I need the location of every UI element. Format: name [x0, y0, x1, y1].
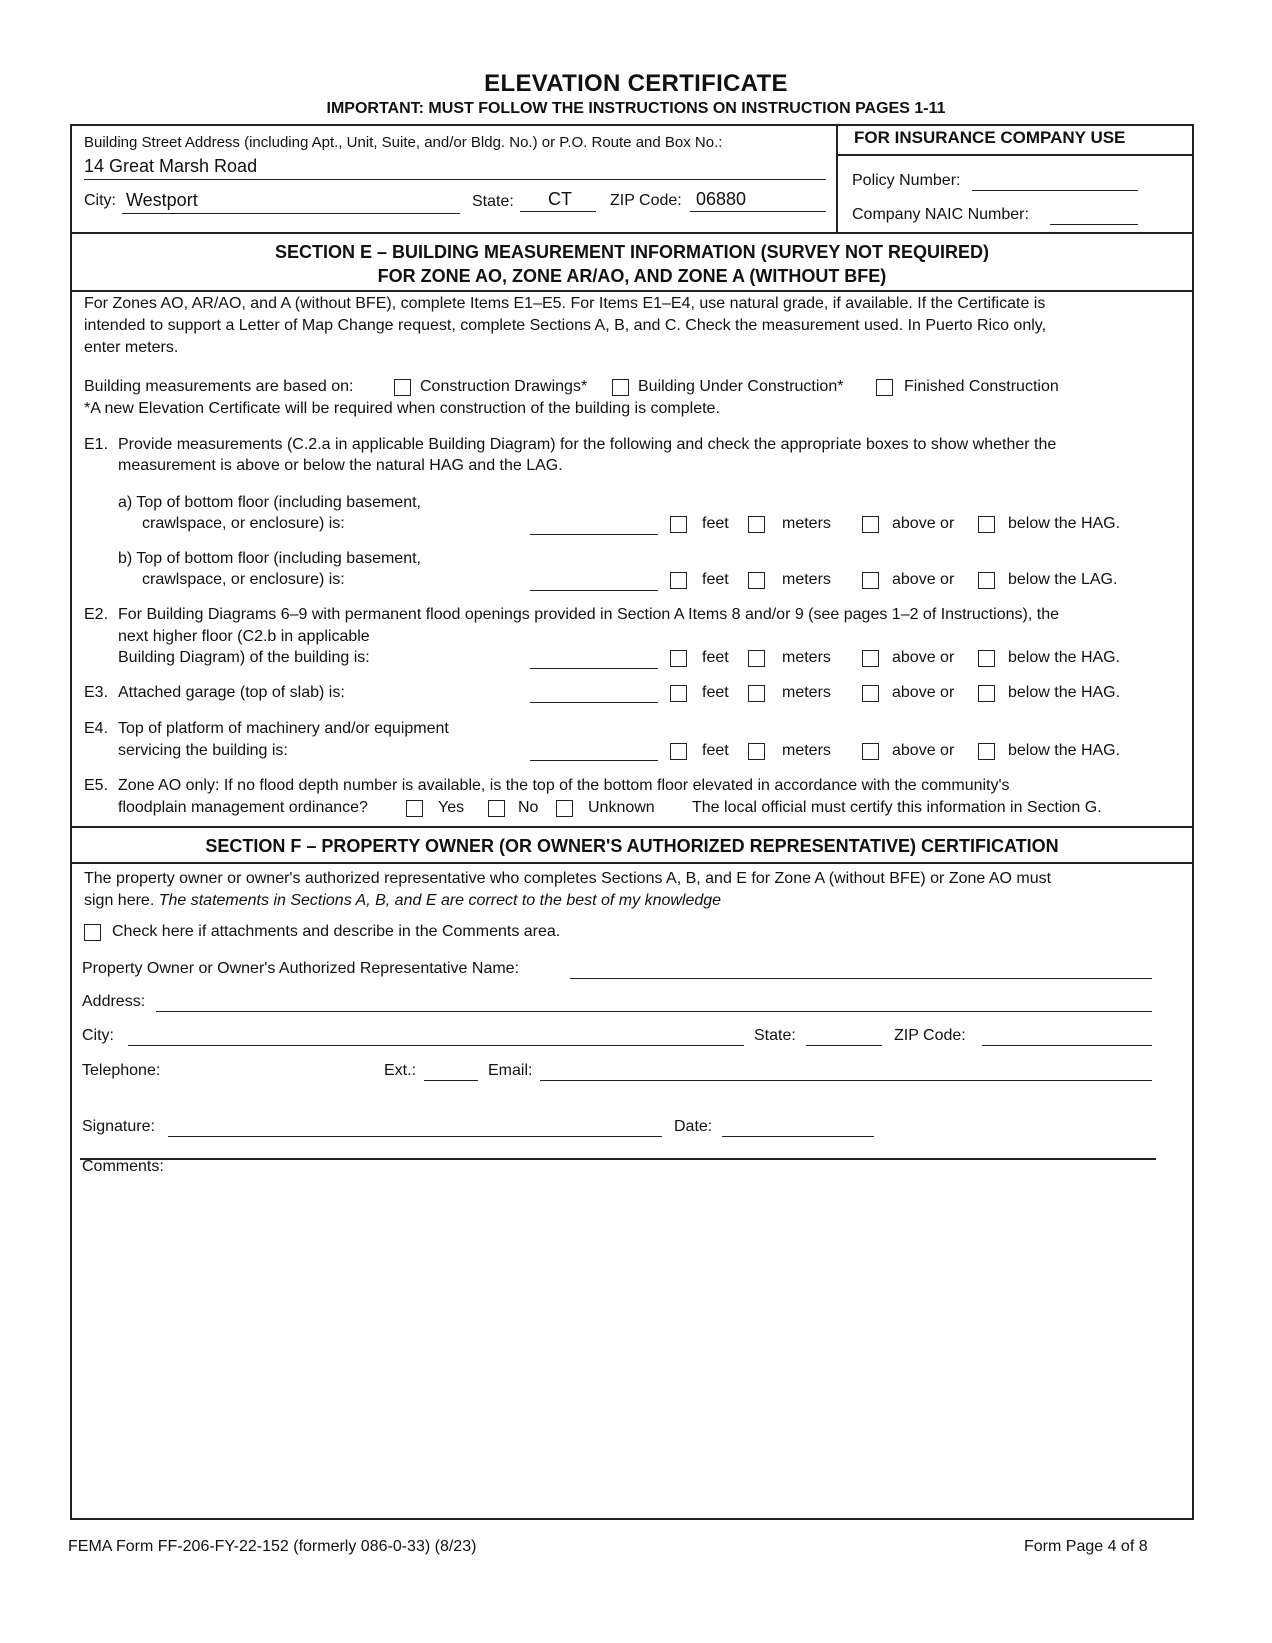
city-line: [122, 213, 460, 214]
e2-number: E2.: [84, 606, 109, 623]
date-label: Date:: [674, 1118, 713, 1135]
zip-label: ZIP Code:: [610, 192, 682, 209]
page-number: Form Page 4 of 8: [1024, 1538, 1148, 1555]
ext-field[interactable]: [424, 1080, 478, 1081]
owner-address-label: Address:: [82, 993, 146, 1010]
e4-meters-checkbox[interactable]: [748, 743, 765, 760]
policy-number-label: Policy Number:: [852, 172, 961, 189]
e1a-measurement-field[interactable]: [530, 534, 658, 535]
e5-note: The local official must certify this information in Section G.: [692, 799, 1102, 816]
building-under-construction-checkbox[interactable]: [612, 379, 629, 396]
finished-construction-checkbox[interactable]: [876, 379, 893, 396]
insurance-divider: [836, 124, 838, 232]
e5-yes-label: Yes: [438, 799, 465, 816]
comments-area[interactable]: [80, 1180, 1180, 1510]
owner-address-field[interactable]: [156, 1011, 1152, 1012]
e4-text-line2: servicing the building is:: [118, 742, 288, 759]
page-title: ELEVATION CERTIFICATE: [484, 70, 788, 97]
date-field[interactable]: [722, 1136, 874, 1137]
insurance-title: FOR INSURANCE COMPANY USE: [854, 128, 1126, 147]
rule: [70, 862, 1194, 864]
e3-text: Attached garage (top of slab) is:: [118, 684, 345, 701]
e1b-text-line1: b) Top of bottom floor (including basement,: [118, 550, 421, 567]
policy-number-field[interactable]: [972, 190, 1138, 191]
section-e-intro-line: enter meters.: [84, 339, 179, 356]
e5-no-checkbox[interactable]: [488, 800, 505, 817]
section-e-title-line1: SECTION E – BUILDING MEASUREMENT INFORMATION (SURVEY NOT REQUIRED): [274, 242, 990, 262]
e2-feet-label: feet: [702, 649, 729, 666]
e5-unknown-checkbox[interactable]: [556, 800, 573, 817]
e1b-above-checkbox[interactable]: [862, 572, 879, 589]
basis-label: Building measurements are based on:: [84, 378, 354, 395]
e3-meters-checkbox[interactable]: [748, 685, 765, 702]
e1a-text-line1: a) Top of bottom floor (including basement,: [118, 494, 421, 511]
rule: [70, 826, 1194, 828]
e4-number: E4.: [84, 720, 109, 737]
e4-below-checkbox[interactable]: [978, 743, 995, 760]
construction-drawings-label: Construction Drawings*: [420, 378, 588, 395]
e1a-meters-label: meters: [782, 515, 831, 532]
e4-above-label: above or: [892, 742, 955, 759]
e5-text-line1: Zone AO only: If no flood depth number is available, is the top of the bottom floor elevated in accordance with the community's: [118, 777, 1010, 794]
street-address-line: [84, 179, 826, 180]
e3-below-label: below the HAG.: [1008, 684, 1121, 701]
insurance-title-rule: [836, 154, 1194, 156]
zip-line: [690, 211, 826, 212]
section-e-intro-line: intended to support a Letter of Map Change request, complete Sections A, B, and C. Check the measurement used. In Puerto Rico only,: [84, 317, 1047, 334]
e1b-above-label: above or: [892, 571, 955, 588]
e1a-above-checkbox[interactable]: [862, 516, 879, 533]
e1a-above-label: above or: [892, 515, 955, 532]
certification-statement: The statements in Sections A, B, and E are correct to the best of my knowledge: [158, 892, 722, 909]
owner-state-label: State:: [754, 1027, 796, 1044]
construction-drawings-checkbox[interactable]: [394, 379, 411, 396]
section-f-intro-line: The property owner or owner's authorized representative who completes Sections A, B, and E for Zone A (without BFE) or Zone AO must: [84, 870, 1052, 887]
rule: [70, 290, 1194, 292]
zip-value[interactable]: 06880: [696, 189, 747, 209]
e1b-meters-checkbox[interactable]: [748, 572, 765, 589]
e3-measurement-field[interactable]: [530, 702, 658, 703]
e5-text-line2: floodplain management ordinance?: [118, 799, 368, 816]
owner-city-field[interactable]: [128, 1045, 744, 1046]
e4-measurement-field[interactable]: [530, 760, 658, 761]
street-address-label: Building Street Address (including Apt., Unit, Suite, and/or Bldg. No.) or P.O. Route and Box No.:: [84, 134, 723, 151]
ext-label: Ext.:: [384, 1062, 417, 1079]
e2-text-line3: Building Diagram) of the building is:: [118, 649, 370, 666]
form-identifier: FEMA Form FF-206-FY-22-152 (formerly 086-0-33) (8/23): [68, 1538, 477, 1555]
sign-here-text: sign here.: [84, 892, 155, 909]
state-line: [520, 211, 596, 212]
e1-text-line1: Provide measurements (C.2.a in applicable Building Diagram) for the following and check the appropriate boxes to show whether the: [118, 436, 1057, 453]
comments-label: Comments:: [82, 1158, 164, 1175]
section-e-intro-line: For Zones AO, AR/AO, and A (without BFE), complete Items E1–E5. For Items E1–E4, use natural grade, if available. If the Certificate is: [84, 295, 1046, 312]
e1-number: E1.: [84, 436, 109, 453]
e2-meters-label: meters: [782, 649, 831, 666]
e1b-feet-label: feet: [702, 571, 729, 588]
basis-note: *A new Elevation Certificate will be required when construction of the building is complete.: [84, 400, 720, 417]
e1b-feet-checkbox[interactable]: [670, 572, 687, 589]
e4-above-checkbox[interactable]: [862, 743, 879, 760]
e5-unknown-label: Unknown: [588, 799, 655, 816]
state-label: State:: [472, 193, 514, 210]
building-under-construction-label: Building Under Construction*: [638, 378, 844, 395]
e1b-below-label: below the LAG.: [1008, 571, 1118, 588]
owner-state-field[interactable]: [806, 1045, 882, 1046]
e1a-feet-label: feet: [702, 515, 729, 532]
e2-above-label: above or: [892, 649, 955, 666]
e3-below-checkbox[interactable]: [978, 685, 995, 702]
e4-feet-label: feet: [702, 742, 729, 759]
e1-text-line2: measurement is above or below the natural HAG and the LAG.: [118, 457, 563, 474]
rule: [70, 232, 1194, 234]
e3-feet-label: feet: [702, 684, 729, 701]
e1a-text-line2: crawlspace, or enclosure) is:: [142, 515, 345, 532]
section-f-intro-line2: [84, 890, 1051, 912]
e3-meters-label: meters: [782, 684, 831, 701]
e2-meters-checkbox[interactable]: [748, 650, 765, 667]
street-address-value[interactable]: 14 Great Marsh Road: [84, 156, 258, 176]
state-value[interactable]: CT: [548, 189, 572, 209]
e2-measurement-field[interactable]: [530, 668, 658, 669]
e5-no-label: No: [518, 799, 539, 816]
e2-above-checkbox[interactable]: [862, 650, 879, 667]
e1a-feet-checkbox[interactable]: [670, 516, 687, 533]
e5-number: E5.: [84, 777, 109, 794]
e1b-measurement-field[interactable]: [530, 590, 658, 591]
owner-zip-label: ZIP Code:: [894, 1027, 966, 1044]
e1b-text-line2: crawlspace, or enclosure) is:: [142, 571, 345, 588]
city-value[interactable]: Westport: [126, 190, 198, 210]
e2-below-label: below the HAG.: [1008, 649, 1121, 666]
e1b-meters-label: meters: [782, 571, 831, 588]
e4-meters-label: meters: [782, 742, 831, 759]
instructions-notice: IMPORTANT: MUST FOLLOW THE INSTRUCTIONS ON INSTRUCTION PAGES 1-11: [326, 100, 946, 117]
e2-below-checkbox[interactable]: [978, 650, 995, 667]
city-label: City:: [84, 192, 116, 209]
owner-name-label: Property Owner or Owner's Authorized Representative Name:: [82, 960, 520, 977]
section-f-title: SECTION F – PROPERTY OWNER (OR OWNER'S AUTHORIZED REPRESENTATIVE) CERTIFICATION: [205, 836, 1059, 856]
section-e-title-line2: FOR ZONE AO, ZONE AR/AO, AND ZONE A (WITHOUT BFE): [377, 266, 887, 286]
e3-number: E3.: [84, 684, 109, 701]
attachments-checkbox[interactable]: [84, 924, 101, 941]
attachments-label: Check here if attachments and describe in the Comments area.: [112, 923, 561, 940]
owner-city-label: City:: [82, 1027, 114, 1044]
e2-text-line1: For Building Diagrams 6–9 with permanent flood openings provided in Section A Items 8 and/or 9 (see pages 1–2 of Instructions), the: [118, 606, 1059, 623]
naic-number-label: Company NAIC Number:: [852, 206, 1029, 223]
owner-zip-field[interactable]: [982, 1045, 1152, 1046]
section-e-intro: [84, 293, 1046, 359]
e2-feet-checkbox[interactable]: [670, 650, 687, 667]
signature-field[interactable]: [168, 1136, 662, 1137]
e1b-below-checkbox[interactable]: [978, 572, 995, 589]
e3-above-label: above or: [892, 684, 955, 701]
comments-rule: [80, 1158, 1156, 1160]
e1a-meters-checkbox[interactable]: [748, 516, 765, 533]
section-f-intro: [84, 868, 1051, 912]
telephone-label: Telephone:: [82, 1062, 161, 1079]
email-label: Email:: [488, 1062, 533, 1079]
signature-label: Signature:: [82, 1118, 155, 1135]
email-field[interactable]: [540, 1080, 1152, 1081]
e4-text-line1: Top of platform of machinery and/or equipment: [118, 720, 449, 737]
e4-below-label: below the HAG.: [1008, 742, 1121, 759]
finished-construction-label: Finished Construction: [904, 378, 1059, 395]
e1a-below-label: below the HAG.: [1008, 515, 1121, 532]
e2-text-line2: next higher floor (C2.b in applicable: [118, 628, 370, 645]
section-e-title: [70, 240, 1194, 288]
owner-name-field[interactable]: [570, 978, 1152, 979]
e4-feet-checkbox[interactable]: [670, 743, 687, 760]
e5-yes-checkbox[interactable]: [406, 800, 423, 817]
e3-feet-checkbox[interactable]: [670, 685, 687, 702]
e3-above-checkbox[interactable]: [862, 685, 879, 702]
naic-number-field[interactable]: [1050, 224, 1138, 225]
e1a-below-checkbox[interactable]: [978, 516, 995, 533]
